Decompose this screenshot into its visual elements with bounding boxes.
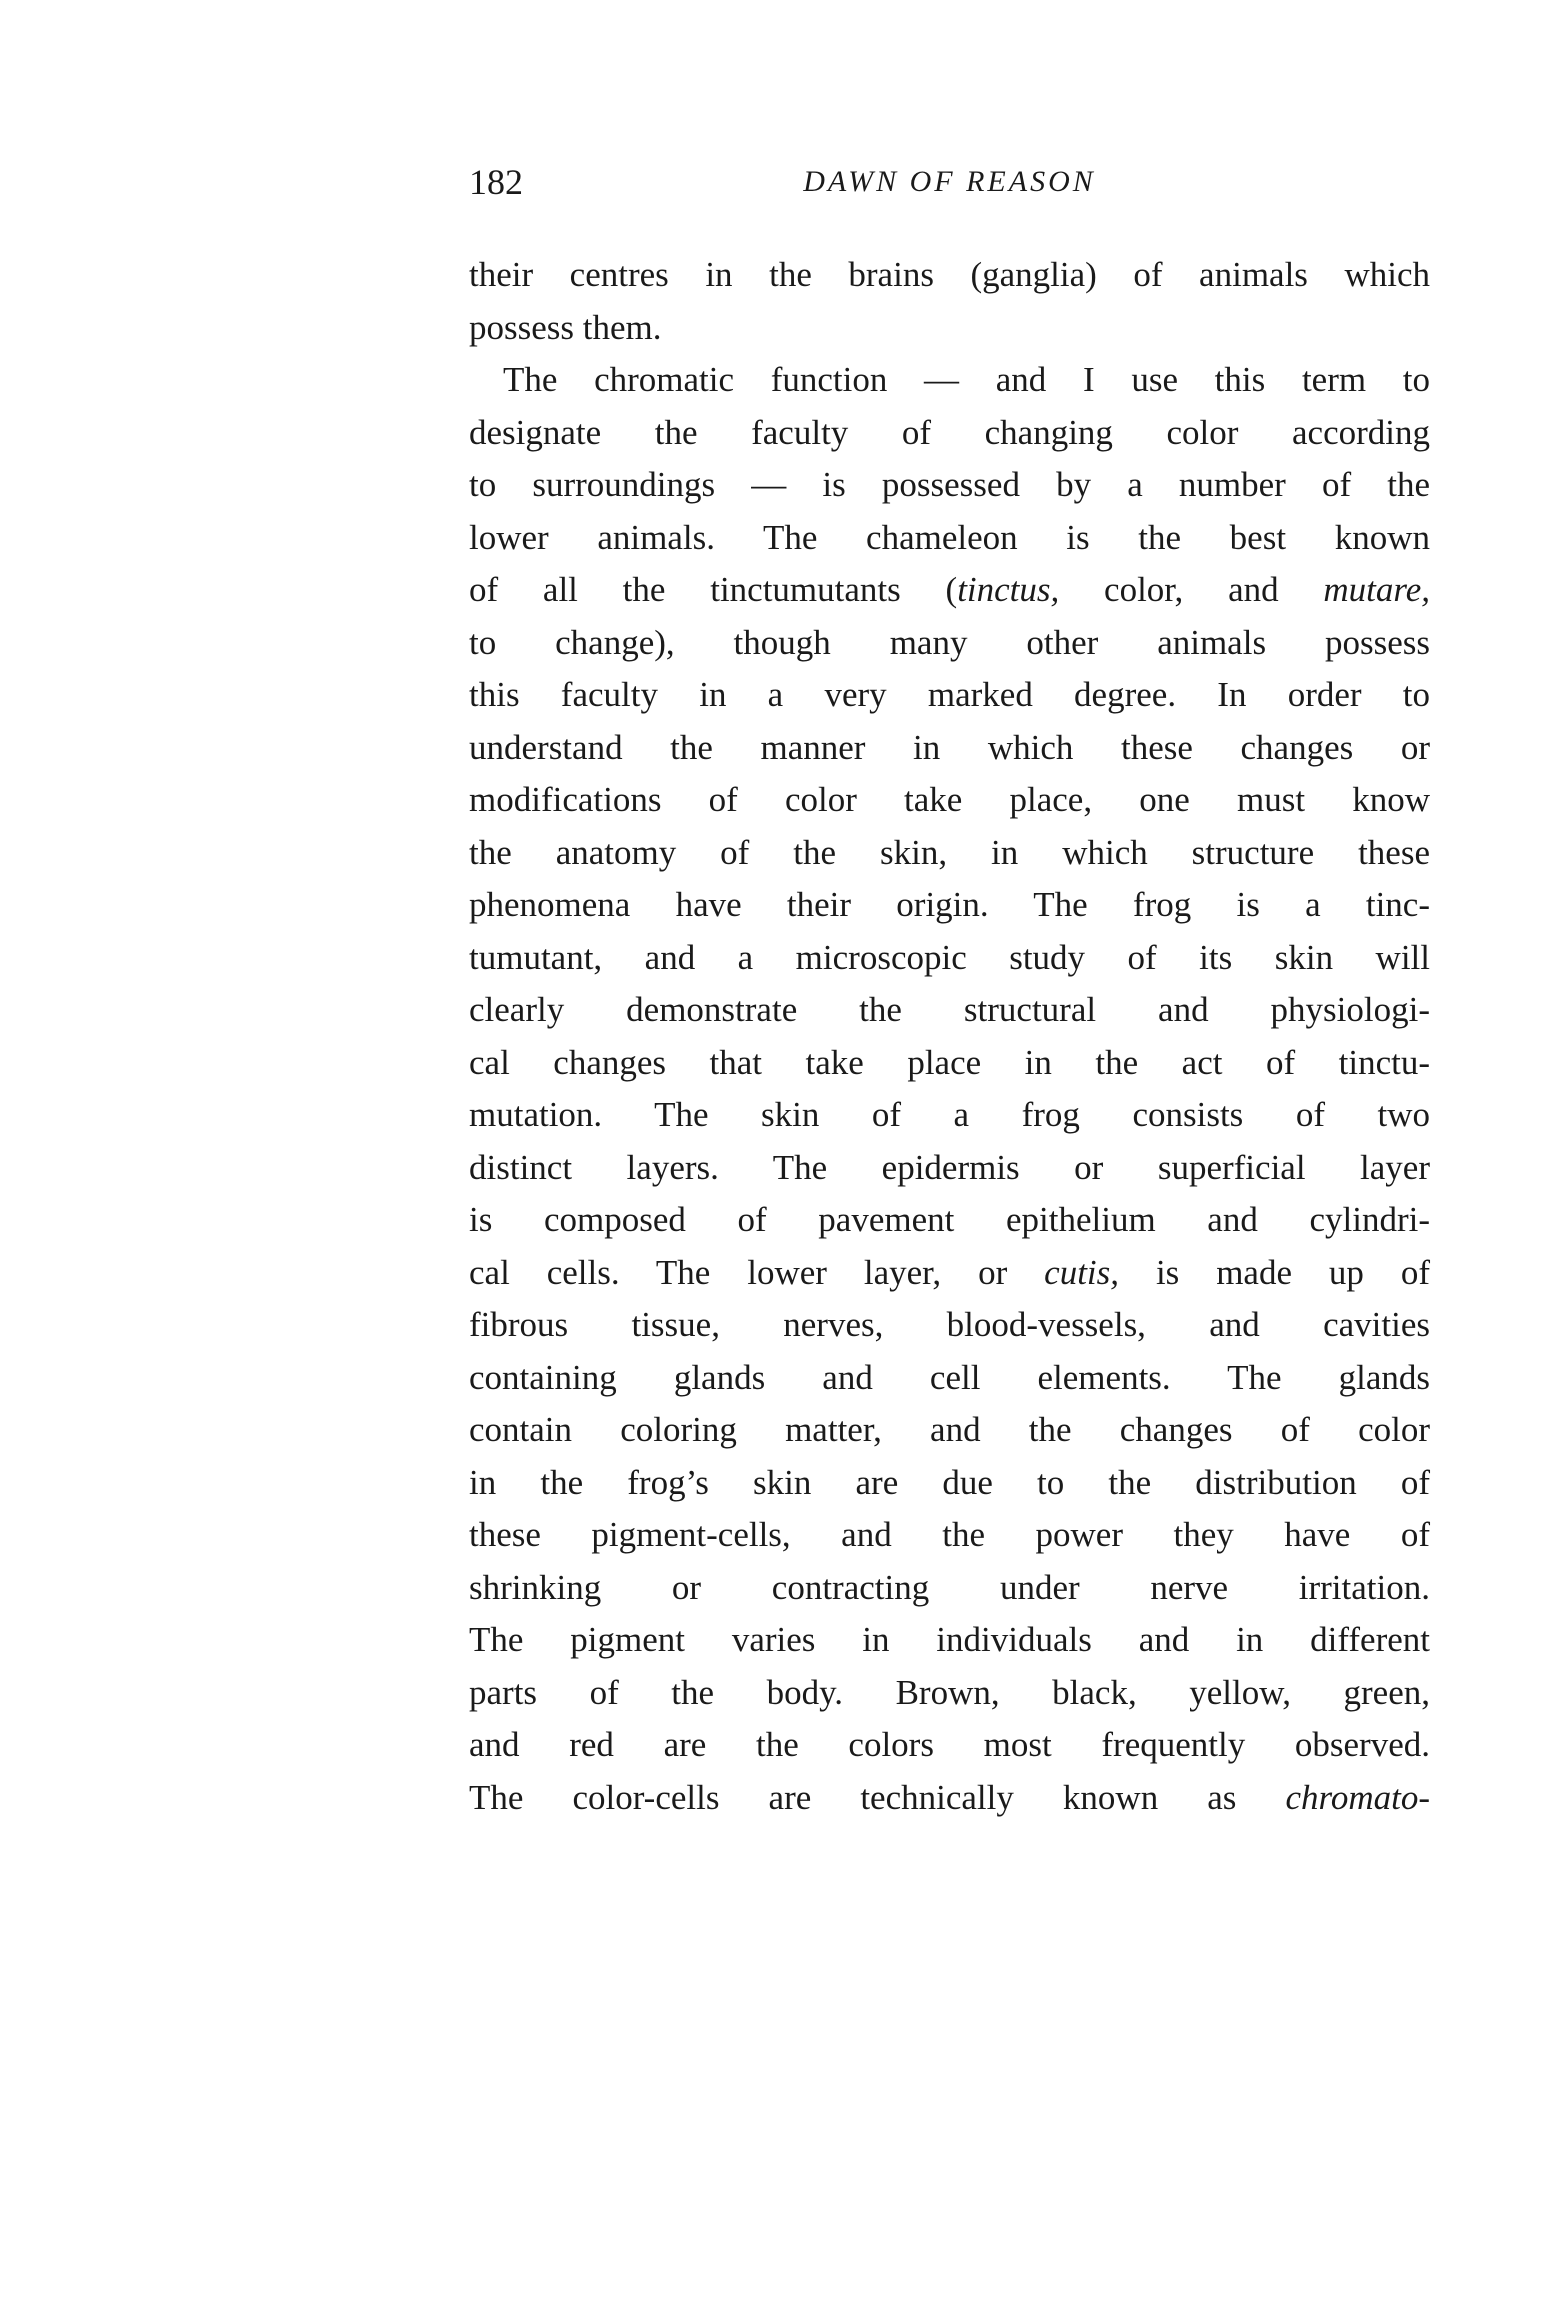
text-segment: shrinking or contracting under nerve irritation.: [469, 1567, 1430, 1607]
text-line: [469, 827, 1430, 880]
text-segment: is made up of: [1119, 1252, 1431, 1292]
text-line: [469, 302, 1430, 355]
text-segment: lower animals. The chameleon is the best known: [469, 517, 1430, 557]
text-line: [469, 932, 1430, 985]
text-line: [469, 249, 1430, 302]
text-line: [469, 1614, 1430, 1667]
text-segment: in the frog’s skin are due to the distribution of: [469, 1462, 1430, 1502]
text-segment: designate the faculty of changing color according: [469, 412, 1430, 452]
text-segment: The color-cells are technically known as: [469, 1777, 1286, 1817]
italic-term: chromato-: [1285, 1777, 1430, 1817]
text-line: [469, 1037, 1430, 1090]
text-segment: distinct layers. The epidermis or superficial layer: [469, 1147, 1430, 1187]
body-text: [469, 249, 1430, 1824]
text-line: [469, 722, 1430, 775]
text-line: [469, 1667, 1430, 1720]
text-line: [469, 1509, 1430, 1562]
text-line: [469, 1089, 1430, 1142]
text-line: [469, 879, 1430, 932]
text-segment: mutation. The skin of a frog consists of two: [469, 1095, 1430, 1134]
text-segment: cal cells. The lower layer, or: [469, 1252, 1045, 1292]
text-segment: The pigment varies in individuals and in different: [469, 1620, 1430, 1659]
italic-term: cutis,: [1044, 1252, 1120, 1292]
text-line: [469, 1719, 1430, 1772]
text-segment: clearly demonstrate the structural and physiologi-: [469, 990, 1430, 1029]
text-line: [469, 1142, 1430, 1195]
text-segment: and red are the colors most frequently observed.: [469, 1725, 1430, 1764]
text-segment: fibrous tissue, nerves, blood-vessels, and cavities: [469, 1305, 1430, 1344]
italic-term: mutare,: [1323, 570, 1430, 609]
text-segment: containing glands and cell elements. The glands: [469, 1357, 1430, 1397]
text-line: [469, 669, 1430, 722]
text-segment: these pigment-cells, and the power they have of: [469, 1515, 1430, 1554]
text-segment: to change), though many other animals possess: [469, 622, 1430, 662]
text-segment: possess them.: [469, 307, 662, 347]
text-segment: is composed of pavement epithelium and cylindri-: [469, 1200, 1430, 1239]
text-segment: this faculty in a very marked degree. In order to: [469, 675, 1430, 714]
text-segment: to surroundings — is possessed by a number of the: [469, 465, 1430, 504]
text-line: [469, 407, 1430, 460]
text-segment: tumutant, and a microscopic study of its skin will: [469, 937, 1430, 977]
text-line: [469, 1299, 1430, 1352]
text-segment: cal changes that take place in the act of tinctu-: [469, 1042, 1430, 1082]
text-line: [469, 984, 1430, 1037]
text-line: [469, 354, 1430, 407]
text-line: [469, 774, 1430, 827]
running-title: DAWN OF REASON: [803, 165, 1096, 198]
text-segment: understand the manner in which these changes or: [469, 727, 1430, 767]
page-number: 182: [469, 162, 523, 202]
text-line: [469, 459, 1430, 512]
text-segment: contain coloring matter, and the changes of color: [469, 1410, 1430, 1449]
text-line: [469, 1457, 1430, 1510]
italic-term: tinctus,: [957, 570, 1060, 609]
text-line: [469, 1247, 1430, 1300]
text-line: [469, 1352, 1430, 1405]
text-segment: color, and: [1059, 570, 1324, 609]
text-segment: modifications of color take place, one must know: [469, 780, 1430, 819]
text-line: [469, 512, 1430, 565]
text-line: [469, 617, 1430, 670]
text-line: [469, 1772, 1430, 1825]
text-segment: their centres in the brains (ganglia) of animals which: [469, 255, 1430, 294]
text-line: [469, 1404, 1430, 1457]
text-segment: phenomena have their origin. The frog is a tinc-: [469, 885, 1430, 924]
text-segment: The chromatic function — and I use this term to: [503, 360, 1430, 399]
text-segment: the anatomy of the skin, in which structure these: [469, 832, 1430, 872]
text-line: [469, 1194, 1430, 1247]
text-line: [469, 564, 1430, 617]
page-header: [469, 158, 1430, 206]
text-segment: of all the tinctumutants (: [469, 570, 958, 609]
text-segment: parts of the body. Brown, black, yellow, green,: [469, 1672, 1430, 1712]
text-line: [469, 1562, 1430, 1615]
